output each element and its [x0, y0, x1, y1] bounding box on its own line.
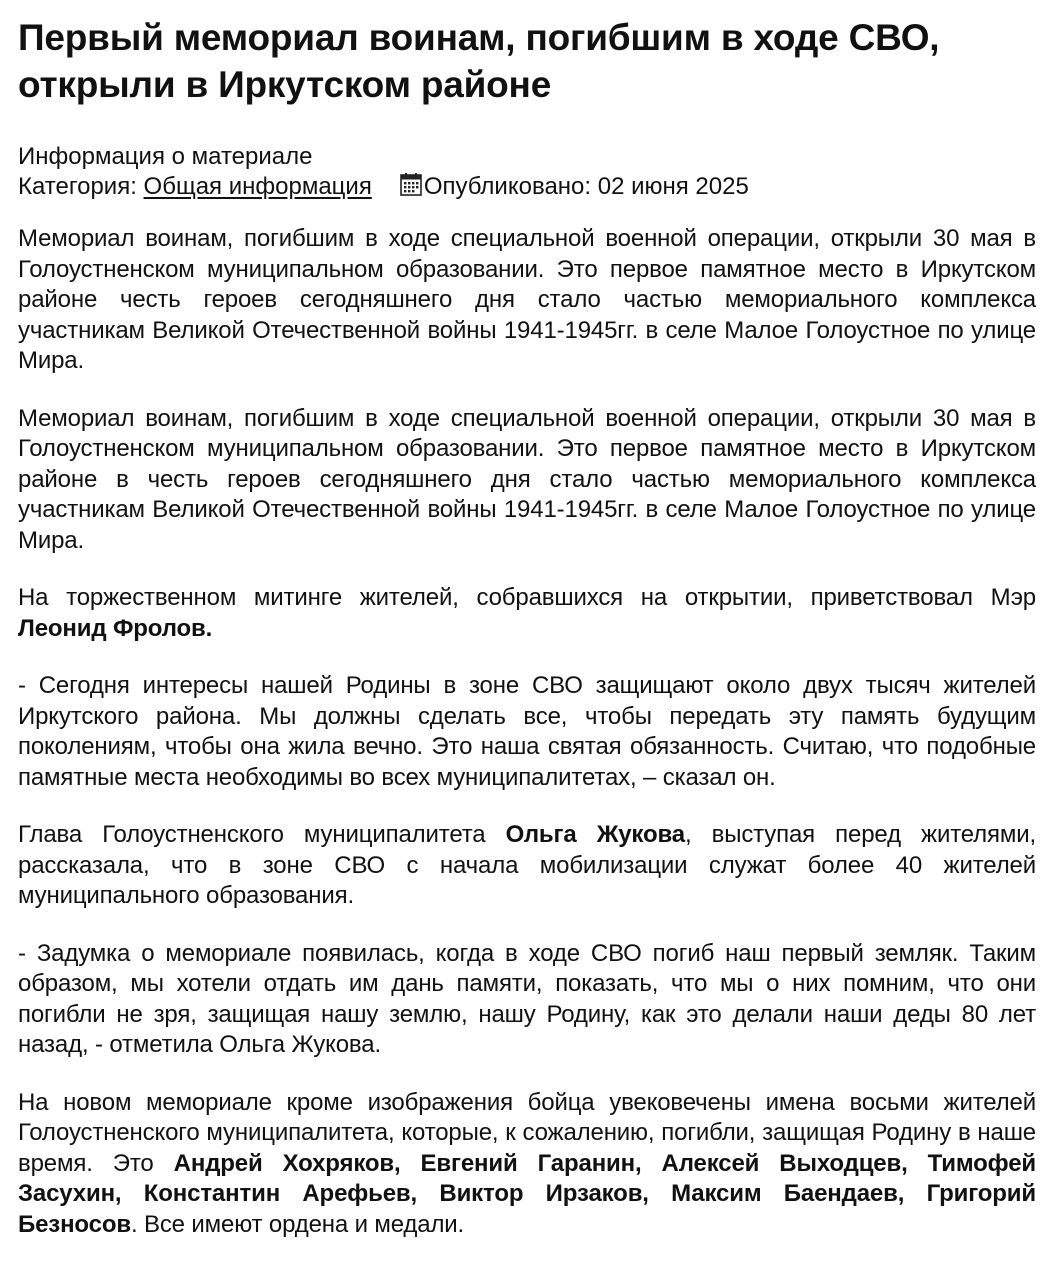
paragraph-7: На новом мемориале кроме изображения бойца увековечены имена восьми жителей Голоустненского муниципалитета, которые, к сожалению, погибли, защищая Родину в наше время. Это Андрей Хохряков, Евгений Гаранин, Алексей Выходцев, Тимофей Засухин, Константин Арефьев, Виктор Ирзаков, Максим Баендаев, Григорий Безносов. Все имеют ордена и медали.: [18, 1088, 1036, 1238]
paragraph-1: Мемориал воинам, погибшим в ходе специальной военной операции, открыли 30 мая в Голоустненском муниципальном образовании. Это первое памятное место в Иркутском районе честь героев сегодняшнего дня стало частью мемориального комплекса участникам Великой Отечественной войны 1941-1945гг. в селе Малое Голоустное по улице Мира.: [18, 225, 1036, 374]
calendar-icon: [400, 173, 422, 196]
paragraph-2: Мемориал воинам, погибшим в ходе специальной военной операции, открыли 30 мая в Голоустненском муниципальном образовании. Это первое памятное место в Иркутском районе в честь героев сегодняшнего дня стало частью мемориального комплекса участникам Великой Отечественной войны 1941-1945гг. в селе Малое Голоустное по улице Мира.: [18, 404, 1036, 554]
article-body: [18, 224, 1036, 1240]
article-info: [18, 142, 1036, 202]
fallen-names: Андрей Хохряков, Евгений Гаранин, Алексей Выходцев, Тимофей Засухин, Константин Арефьев, Виктор Ирзаков, Максим Баендаев, Григорий Безносов: [18, 1149, 1036, 1238]
info-label: Информация о материале: [18, 143, 313, 170]
mayor-name: Леонид Фролов.: [18, 614, 213, 642]
article-title: Первый мемориал воинам, погибшим в ходе СВО, открыли в Иркутском районе: [18, 17, 940, 105]
published-label: Опубликовано:: [423, 173, 592, 200]
paragraph-4-quote: - Сегодня интересы нашей Родины в зоне СВО защищают около двух тысяч жителей Иркутского района. Мы должны сделать все, чтобы передать эту память будущим поколениям, чтобы она жила вечно. Это наша святая обязанность. Считаю, что подобные памятные места необходимы во всех муниципалитетах, – сказал он.: [18, 672, 1036, 791]
paragraph-6-quote: - Задумка о мемориале появилась, когда в ходе СВО погиб наш первый земляк. Таким образом, мы хотели отдать им дань памяти, показать, что мы о них помним, что они погибли не зря, защищая нашу землю, нашу Родину, как это делали наши деды 80 лет назад, - отметила Ольга Жукова.: [18, 939, 1036, 1058]
meta-details: [18, 172, 1036, 202]
paragraph-3: На торжественном митинге жителей, собравшихся на открытии, приветствовал Мэр Леонид Фролов.: [18, 584, 1036, 642]
published-date: 02 июня 2025: [597, 173, 749, 200]
paragraph-5: Глава Голоустненского муниципалитета Ольга Жукова, выступая перед жителями, рассказала, что в зоне СВО с начала мобилизации служат более 40 жителей муниципального образования.: [18, 821, 1037, 909]
head-name: Ольга Жукова: [505, 821, 685, 848]
category-link[interactable]: Общая информация: [143, 173, 372, 200]
category-label: Категория:: [18, 173, 137, 200]
